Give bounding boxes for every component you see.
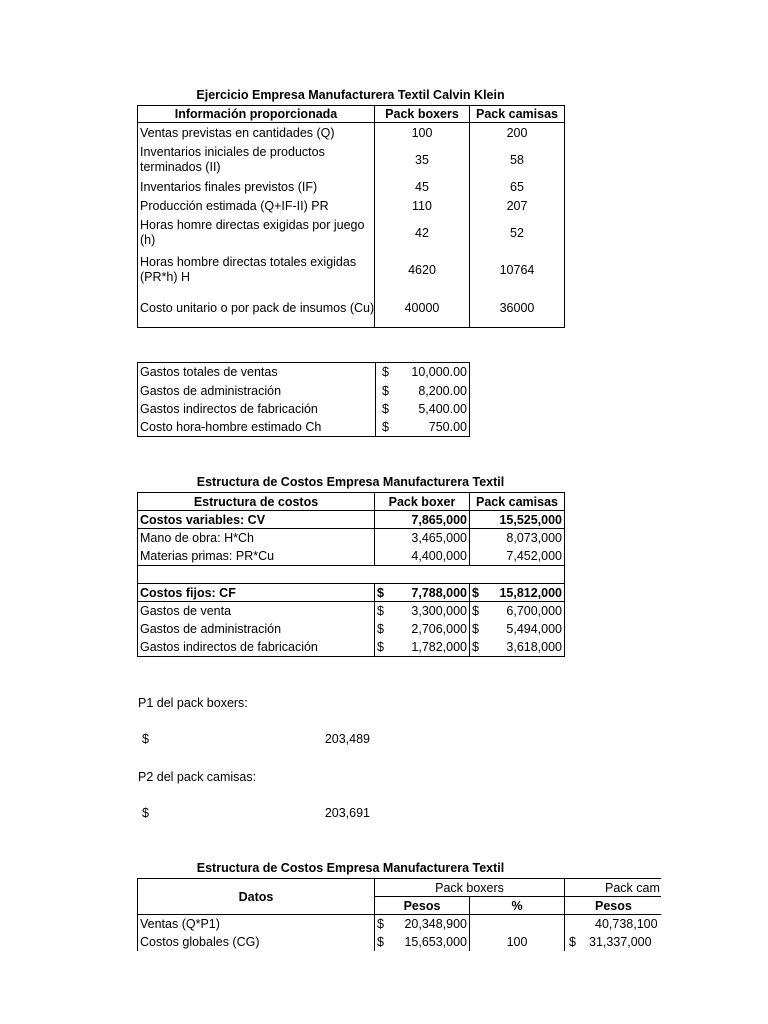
cf-row-boxer: 1,782,000 bbox=[411, 639, 467, 654]
group-camisas-header: Pack cam bbox=[565, 879, 662, 897]
currency-symbol: $ bbox=[377, 621, 384, 636]
global-row-camisas-pesos: 31,337,000 bbox=[589, 934, 652, 949]
info-row-camisas: 200 bbox=[470, 123, 565, 143]
cv-camisas: 15,525,000 bbox=[470, 511, 565, 529]
p1-currency: $ bbox=[142, 732, 149, 746]
info-row-label: Producción estimada (Q+IF-II) PR bbox=[138, 197, 375, 215]
info-row-label: Horas hombre directas totales exigidas (PR*h) H bbox=[138, 251, 375, 289]
info-header-boxers: Pack boxers bbox=[375, 106, 470, 123]
cv-row-camisas: 8,073,000 bbox=[470, 529, 565, 547]
info-row-boxers: 100 bbox=[375, 123, 470, 143]
currency-symbol: $ bbox=[377, 934, 384, 949]
info-row-label: Ventas previstas en cantidades (Q) bbox=[138, 123, 375, 143]
cf-row-camisas: 5,494,000 bbox=[506, 621, 562, 636]
cv-boxer: 7,865,000 bbox=[375, 511, 470, 529]
expense-label: Costo hora-hombre estimado Ch bbox=[138, 418, 376, 437]
cf-boxer: 7,788,000 bbox=[411, 585, 467, 600]
info-row-boxers: 35 bbox=[375, 143, 470, 177]
global-row-boxers-percent: 100 bbox=[470, 933, 565, 951]
expense-label: Gastos totales de ventas bbox=[138, 363, 376, 382]
p2-value: 203,691 bbox=[324, 806, 370, 820]
info-header-camisas: Pack camisas bbox=[470, 106, 565, 123]
info-row-label: Inventarios iniciales de productos terminados (II) bbox=[138, 143, 375, 177]
currency-symbol: $ bbox=[377, 916, 384, 931]
currency-symbol: $ bbox=[569, 934, 576, 949]
info-row-label: Costo unitario o por pack de insumos (Cu) bbox=[138, 289, 375, 328]
sub-header-pesos: Pesos bbox=[375, 897, 470, 915]
group-boxers-header: Pack boxers bbox=[375, 879, 565, 897]
info-row-camisas: 65 bbox=[470, 177, 565, 197]
info-row-camisas: 58 bbox=[470, 143, 565, 177]
cf-camisas: 15,812,000 bbox=[499, 585, 562, 600]
currency-symbol: $ bbox=[382, 419, 389, 434]
info-row-boxers: 42 bbox=[375, 215, 470, 251]
currency-symbol: $ bbox=[382, 401, 389, 416]
currency-symbol: $ bbox=[377, 585, 384, 600]
cf-row-camisas: 6,700,000 bbox=[506, 603, 562, 618]
table4-clip bbox=[137, 878, 661, 954]
expense-label: Gastos de administración bbox=[138, 382, 376, 400]
global-row-boxers-pesos: 20,348,900 bbox=[404, 916, 467, 931]
currency-symbol: $ bbox=[472, 603, 479, 618]
expense-label: Gastos indirectos de fabricación bbox=[138, 400, 376, 418]
cv-row-label: Materias primas: PR*Cu bbox=[138, 547, 375, 566]
expenses-table bbox=[137, 362, 470, 437]
cv-row-boxer: 3,465,000 bbox=[375, 529, 470, 547]
global-row-label: Ventas (Q*P1) bbox=[138, 915, 375, 933]
currency-symbol: $ bbox=[377, 639, 384, 654]
expense-value: 5,400.00 bbox=[418, 401, 467, 416]
cf-row-boxer: 3,300,000 bbox=[411, 603, 467, 618]
currency-symbol: $ bbox=[377, 603, 384, 618]
info-row-boxers: 110 bbox=[375, 197, 470, 215]
expense-value: 8,200.00 bbox=[418, 383, 467, 398]
expense-value: 10,000.00 bbox=[411, 365, 467, 380]
cost-header-label: Estructura de costos bbox=[138, 493, 375, 511]
info-row-boxers: 45 bbox=[375, 177, 470, 197]
info-table bbox=[137, 105, 565, 328]
info-row-camisas: 52 bbox=[470, 215, 565, 251]
info-row-boxers: 4620 bbox=[375, 251, 470, 289]
global-row-boxers-pesos: 15,653,000 bbox=[404, 934, 467, 949]
spacer-row bbox=[138, 566, 565, 584]
cost-header-boxer: Pack boxer bbox=[375, 493, 470, 511]
expense-value: 750.00 bbox=[428, 419, 467, 434]
datos-header: Datos bbox=[138, 879, 375, 915]
cf-row-label: Gastos de administración bbox=[138, 620, 375, 638]
info-row-label: Horas homre directas exigidas por juego (h) bbox=[138, 215, 375, 251]
info-row-boxers: 40000 bbox=[375, 289, 470, 328]
global-costs-table bbox=[137, 878, 661, 951]
p2-currency: $ bbox=[142, 806, 149, 820]
info-row-label: Inventarios finales previstos (IF) bbox=[138, 177, 375, 197]
cf-label: Costos fijos: CF bbox=[138, 584, 375, 602]
info-row-camisas: 36000 bbox=[470, 289, 565, 328]
currency-symbol: $ bbox=[472, 621, 479, 636]
cv-row-label: Mano de obra: H*Ch bbox=[138, 529, 375, 547]
p1-value: 203,489 bbox=[324, 732, 370, 746]
cf-row-label: Gastos de venta bbox=[138, 602, 375, 620]
sub-header-pesos-camisas: Pesos bbox=[565, 897, 662, 915]
currency-symbol: $ bbox=[382, 365, 389, 380]
table3-title: Estructura de Costos Empresa Manufacturera Textil bbox=[196, 475, 505, 489]
global-row-camisas-pesos: 40,738,100 bbox=[565, 915, 662, 933]
currency-symbol: $ bbox=[472, 585, 479, 600]
info-header-label: Información proporcionada bbox=[138, 106, 375, 123]
info-row-camisas: 10764 bbox=[470, 251, 565, 289]
cost-header-camisas: Pack camisas bbox=[470, 493, 565, 511]
cf-row-boxer: 2,706,000 bbox=[411, 621, 467, 636]
global-row-label: Costos globales (CG) bbox=[138, 933, 375, 951]
p1-label: P1 del pack boxers: bbox=[138, 696, 248, 710]
cv-label: Costos variables: CV bbox=[138, 511, 375, 529]
cf-row-label: Gastos indirectos de fabricación bbox=[138, 638, 375, 657]
cv-row-boxer: 4,400,000 bbox=[375, 547, 470, 566]
currency-symbol: $ bbox=[382, 383, 389, 398]
table4-title: Estructura de Costos Empresa Manufacturera Textil bbox=[196, 861, 505, 875]
p2-label: P2 del pack camisas: bbox=[138, 770, 257, 784]
currency-symbol: $ bbox=[472, 639, 479, 654]
cv-row-camisas: 7,452,000 bbox=[470, 547, 565, 566]
info-row-camisas: 207 bbox=[470, 197, 565, 215]
cf-row-camisas: 3,618,000 bbox=[506, 639, 562, 654]
global-row-boxers-percent bbox=[470, 915, 565, 933]
table1-title: Ejercicio Empresa Manufacturera Textil Calvin Klein bbox=[196, 88, 505, 102]
sub-header-percent: % bbox=[470, 897, 565, 915]
cost-structure-table bbox=[137, 492, 565, 657]
